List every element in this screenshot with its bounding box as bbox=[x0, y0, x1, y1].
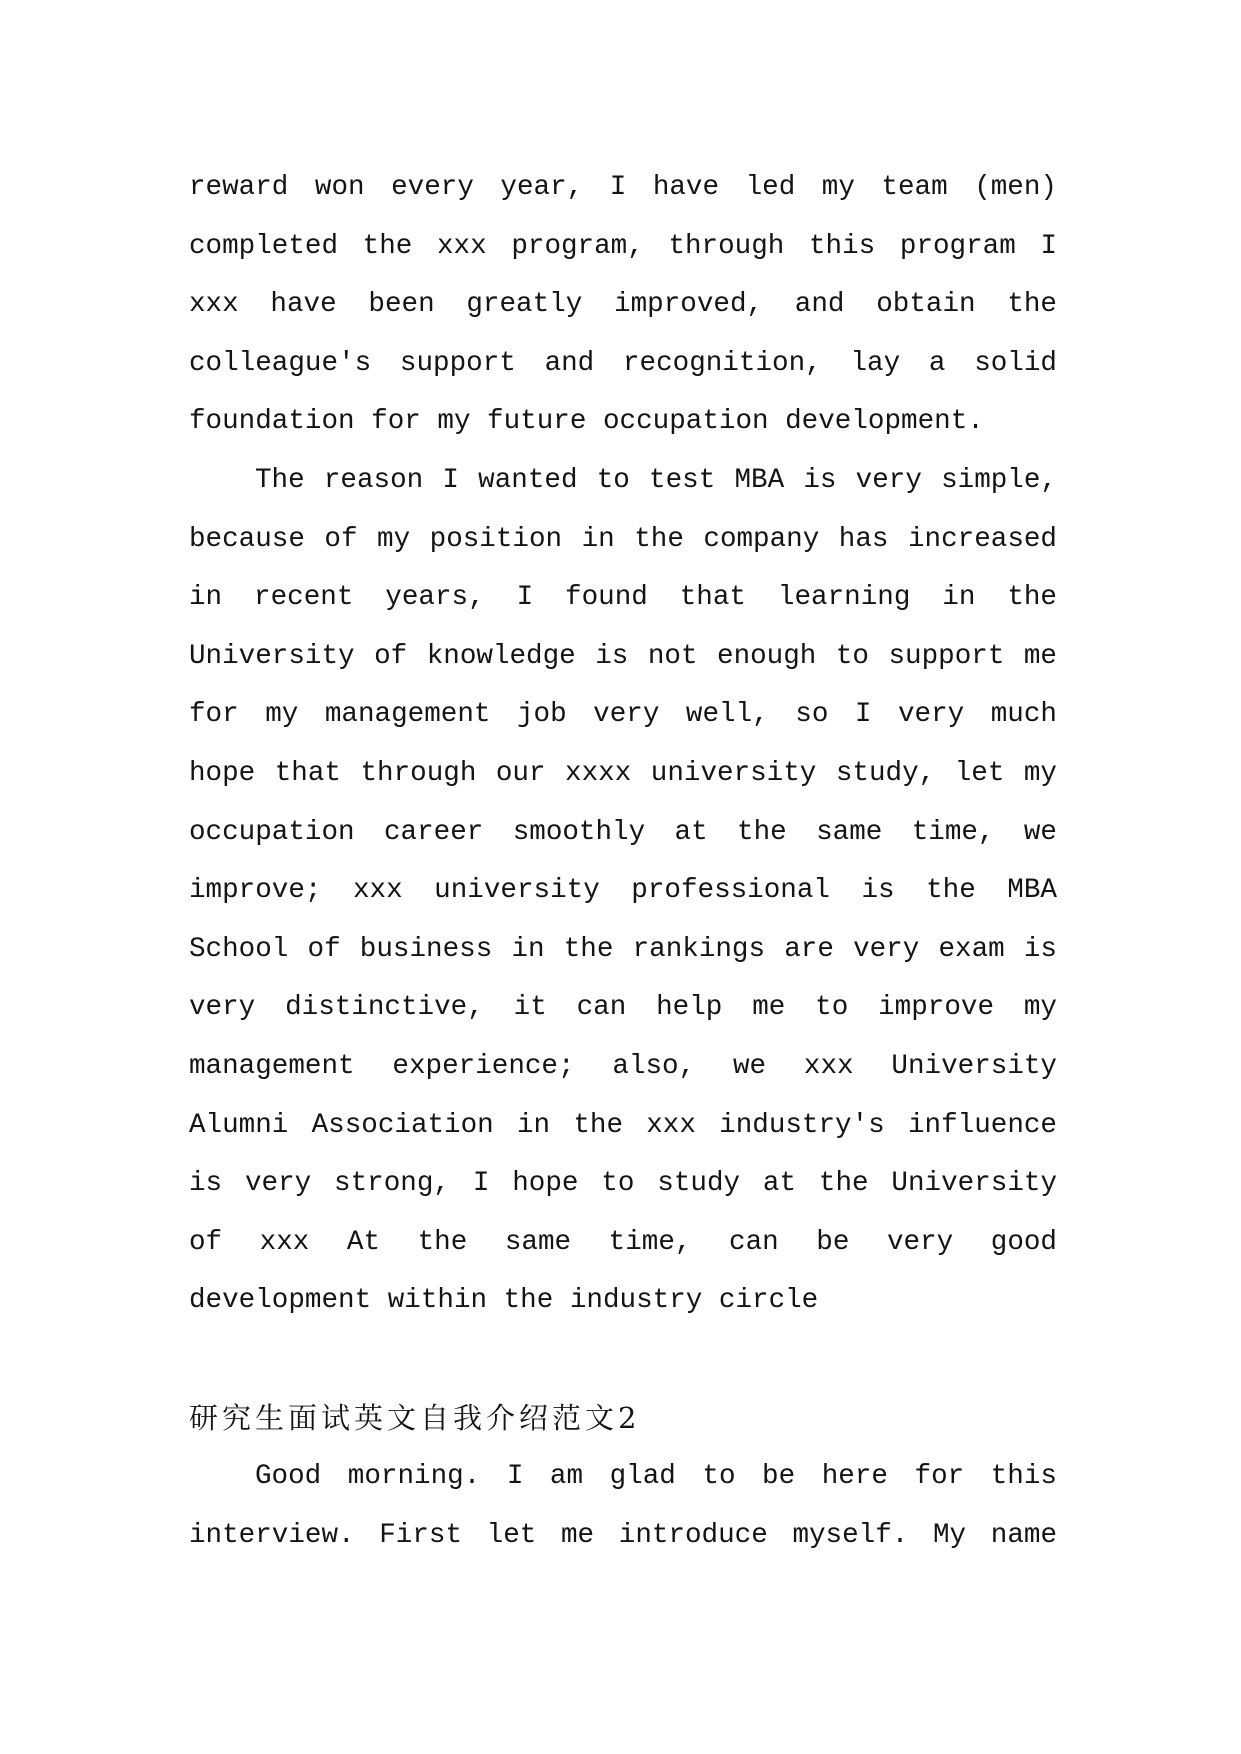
text-line: colleague's support and recognition, lay a solid bbox=[189, 347, 1057, 379]
text-line: development within the industry circle bbox=[189, 1285, 819, 1317]
text-line: reward won every year, I have led my team (men) bbox=[189, 172, 1057, 203]
text-line: occupation career smoothly at the same time, we bbox=[189, 816, 1057, 848]
section-heading: 研究生面试英文自我介绍范文2 bbox=[189, 1401, 641, 1436]
text-line: Good morning. I am glad to be here for this bbox=[255, 1461, 1057, 1493]
text-line: of xxx At the same time, can be very good bbox=[189, 1226, 1057, 1258]
text-line: School of business in the rankings are very exam is bbox=[189, 933, 1057, 965]
text-line: xxx have been greatly improved, and obtain the bbox=[189, 289, 1057, 321]
text-line: for my management job very well, so I very much bbox=[189, 699, 1057, 731]
text-line: management experience; also, we xxx University bbox=[189, 1050, 1057, 1082]
text-line: very distinctive, it can help me to improve my bbox=[189, 992, 1057, 1024]
text-line: in recent years, I found that learning in the bbox=[189, 582, 1057, 614]
document-page bbox=[189, 159, 1057, 1565]
text-line: improve; xxx university professional is the MBA bbox=[189, 875, 1057, 907]
text-line: The reason I wanted to test MBA is very simple, bbox=[255, 464, 1057, 496]
text-line: University of knowledge is not enough to support me bbox=[189, 640, 1057, 672]
text-line: foundation for my future occupation development. bbox=[189, 406, 984, 438]
text-line: interview. First let me introduce myself. My name bbox=[189, 1519, 1057, 1551]
text-line: is very strong, I hope to study at the University bbox=[189, 1168, 1057, 1200]
text-line: because of my position in the company has increased bbox=[189, 523, 1057, 555]
blank-line bbox=[189, 1331, 1057, 1390]
paragraph-reward bbox=[189, 159, 1057, 452]
text-line: hope that through our xxxx university study, let my bbox=[189, 757, 1057, 789]
text-line: Alumni Association in the xxx industry's influence bbox=[189, 1109, 1057, 1141]
paragraph-mba-reason bbox=[189, 452, 1057, 1331]
paragraph-introduction bbox=[189, 1448, 1057, 1565]
text-line: completed the xxx program, through this program I bbox=[189, 230, 1057, 262]
